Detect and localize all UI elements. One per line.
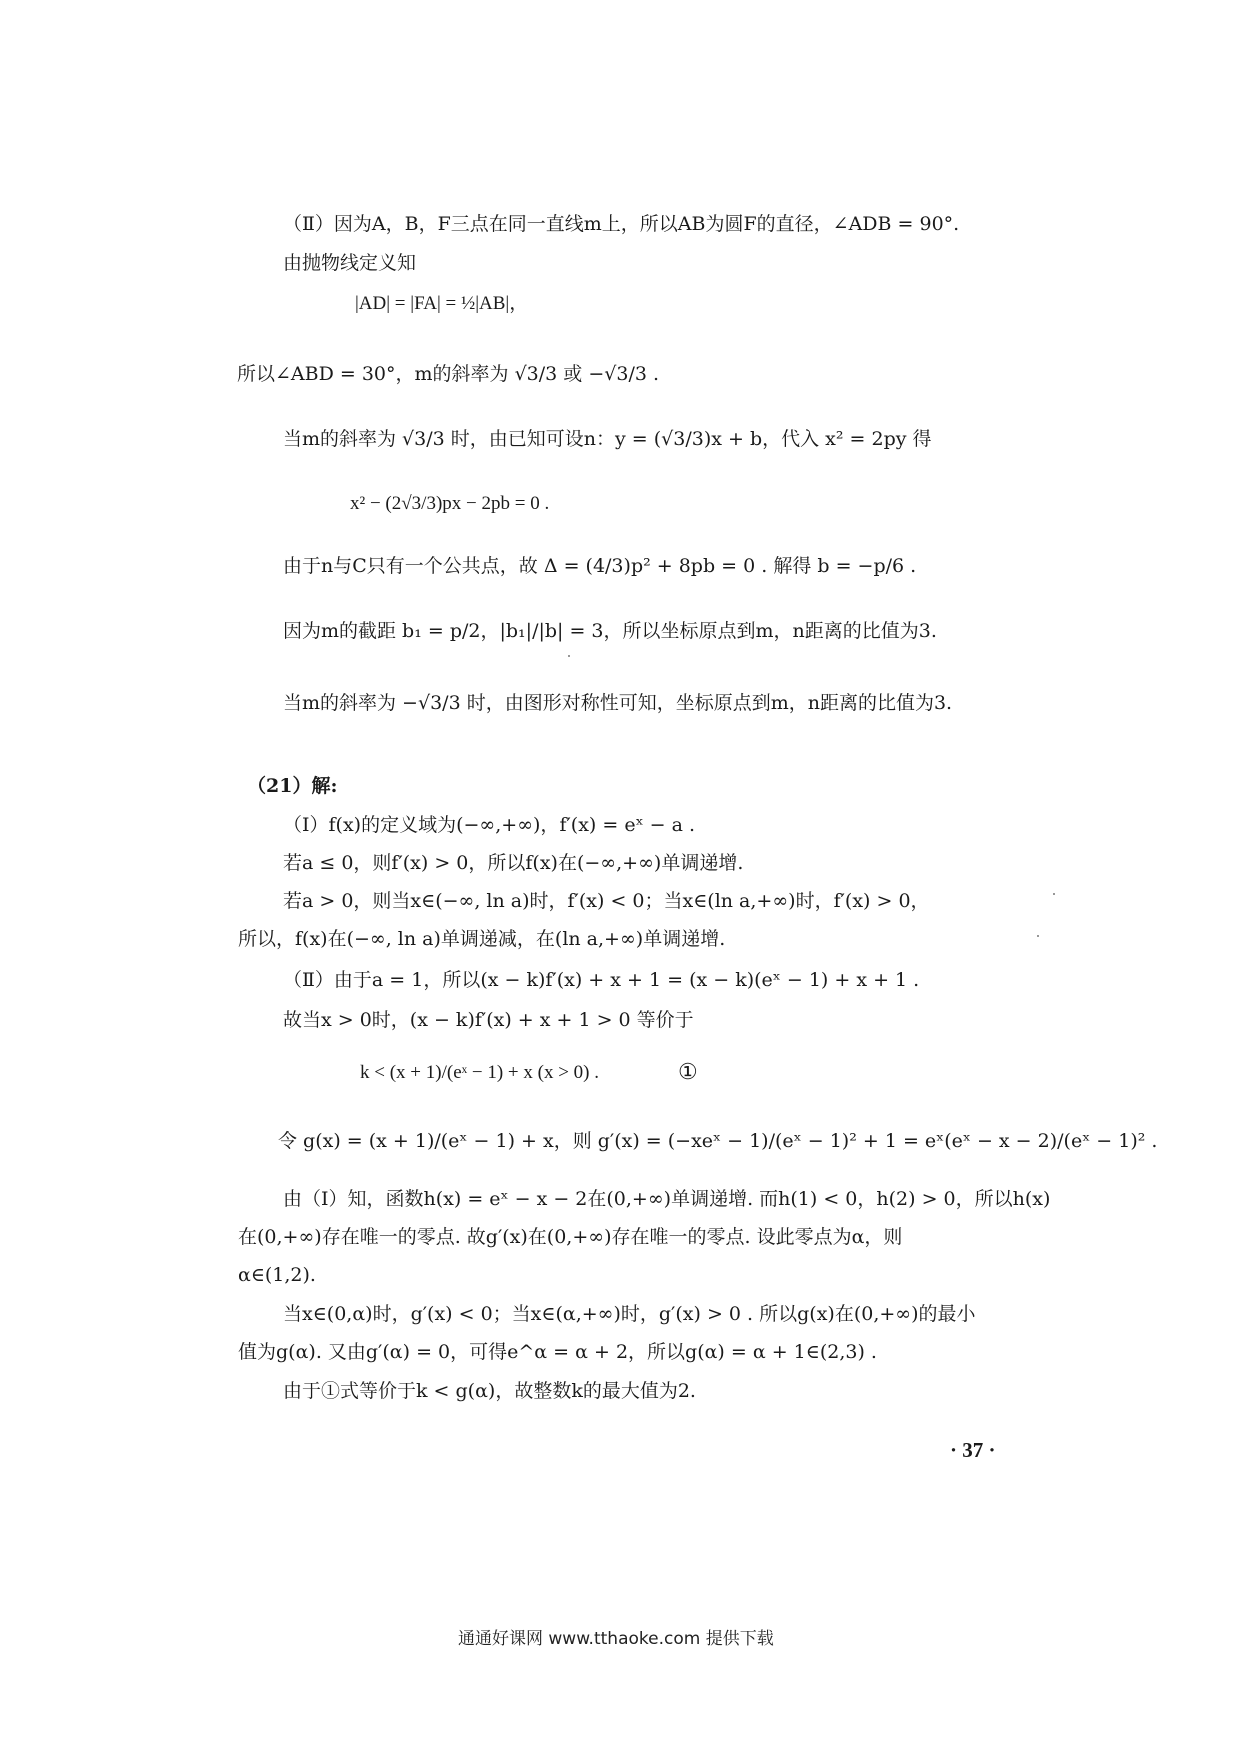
equation-marker-circled-1: ① xyxy=(678,1060,698,1085)
q21-line-14: 由于①式等价于k < g(α)，故整数k的最大值为2. xyxy=(283,1380,696,1402)
page-number: · 37 · xyxy=(950,1438,996,1462)
q21-line-2: 若a ≤ 0，则f′(x) > 0，所以f(x)在(−∞,+∞)单调递增. xyxy=(283,852,744,874)
q21-line-6: 故当x > 0时，(x − k)f′(x) + x + 1 > 0 等价于 xyxy=(283,1009,694,1031)
scan-speck xyxy=(568,655,570,657)
q21-line-10: 在(0,+∞)存在唯一的零点. 故g′(x)在(0,+∞)存在唯一的零点. 设此零点为α，则 xyxy=(238,1226,903,1248)
q21-line-9: 由（Ⅰ）知，函数h(x) = eˣ − x − 2在(0,+∞)单调递增. 而h(1) < 0，h(2) > 0，所以h(x) xyxy=(283,1188,1051,1210)
q21-equation-1: k < (x + 1)/(eˣ − 1) + x (x > 0) . xyxy=(360,1062,599,1083)
p20-line-2: 由抛物线定义知 xyxy=(283,252,417,274)
q21-header: （21）解: xyxy=(247,775,338,797)
p20-line-7: 由于n与C只有一个公共点，故 Δ = (4/3)p² + 8pb = 0 . 解得 b = −p/6 . xyxy=(283,555,917,577)
p20-line-5: 当m的斜率为 √3/3 时，由已知可设n：y = (√3/3)x + b，代入 x² = 2py 得 xyxy=(283,428,932,450)
q21-line-1: （Ⅰ）f(x)的定义域为(−∞,+∞)，f′(x) = eˣ − a . xyxy=(283,814,696,836)
q21-line-11: α∈(1,2). xyxy=(238,1264,316,1286)
p20-equation-2: x² − (2√3/3)px − 2pb = 0 . xyxy=(350,493,550,514)
p20-line-4: 所以∠ABD = 30°，m的斜率为 √3/3 或 −√3/3 . xyxy=(237,363,660,385)
scan-speck xyxy=(1053,893,1055,895)
scan-speck xyxy=(1037,935,1039,937)
q21-line-5: （Ⅱ）由于a = 1，所以(x − k)f′(x) + x + 1 = (x − k)(eˣ − 1) + x + 1 . xyxy=(283,969,920,991)
q21-line-13: 值为g(α). 又由g′(α) = 0，可得e^α = α + 2，所以g(α) = α + 1∈(2,3) . xyxy=(238,1341,877,1363)
p20-line-9: 当m的斜率为 −√3/3 时，由图形对称性可知，坐标原点到m，n距离的比值为3. xyxy=(283,692,953,714)
q21-line-12: 当x∈(0,α)时，g′(x) < 0；当x∈(α,+∞)时，g′(x) > 0 . 所以g(x)在(0,+∞)的最小 xyxy=(283,1303,976,1325)
p20-equation-1: |AD| = |FA| = ½|AB|， xyxy=(355,293,529,314)
q21-line-4: 所以，f(x)在(−∞, ln a)单调递减，在(ln a,+∞)单调递增. xyxy=(238,928,726,950)
q21-line-8: 令 g(x) = (x + 1)/(eˣ − 1) + x，则 g′(x) = (−xeˣ − 1)/(eˣ − 1)² + 1 = eˣ(eˣ − x − 2)/(eˣ − 1)² . xyxy=(278,1130,1158,1152)
p20-line-1: （Ⅱ）因为A，B，F三点在同一直线m上，所以AB为圆F的直径，∠ADB = 90°. xyxy=(283,213,960,235)
p20-line-8: 因为m的截距 b₁ = p/2，|b₁|/|b| = 3，所以坐标原点到m，n距离的比值为3. xyxy=(283,620,937,642)
q21-line-3: 若a > 0，则当x∈(−∞, ln a)时，f′(x) < 0；当x∈(ln a,+∞)时，f′(x) > 0， xyxy=(283,890,930,912)
footer-credit: 通通好课网 www.tthaoke.com 提供下载 xyxy=(458,1629,774,1649)
